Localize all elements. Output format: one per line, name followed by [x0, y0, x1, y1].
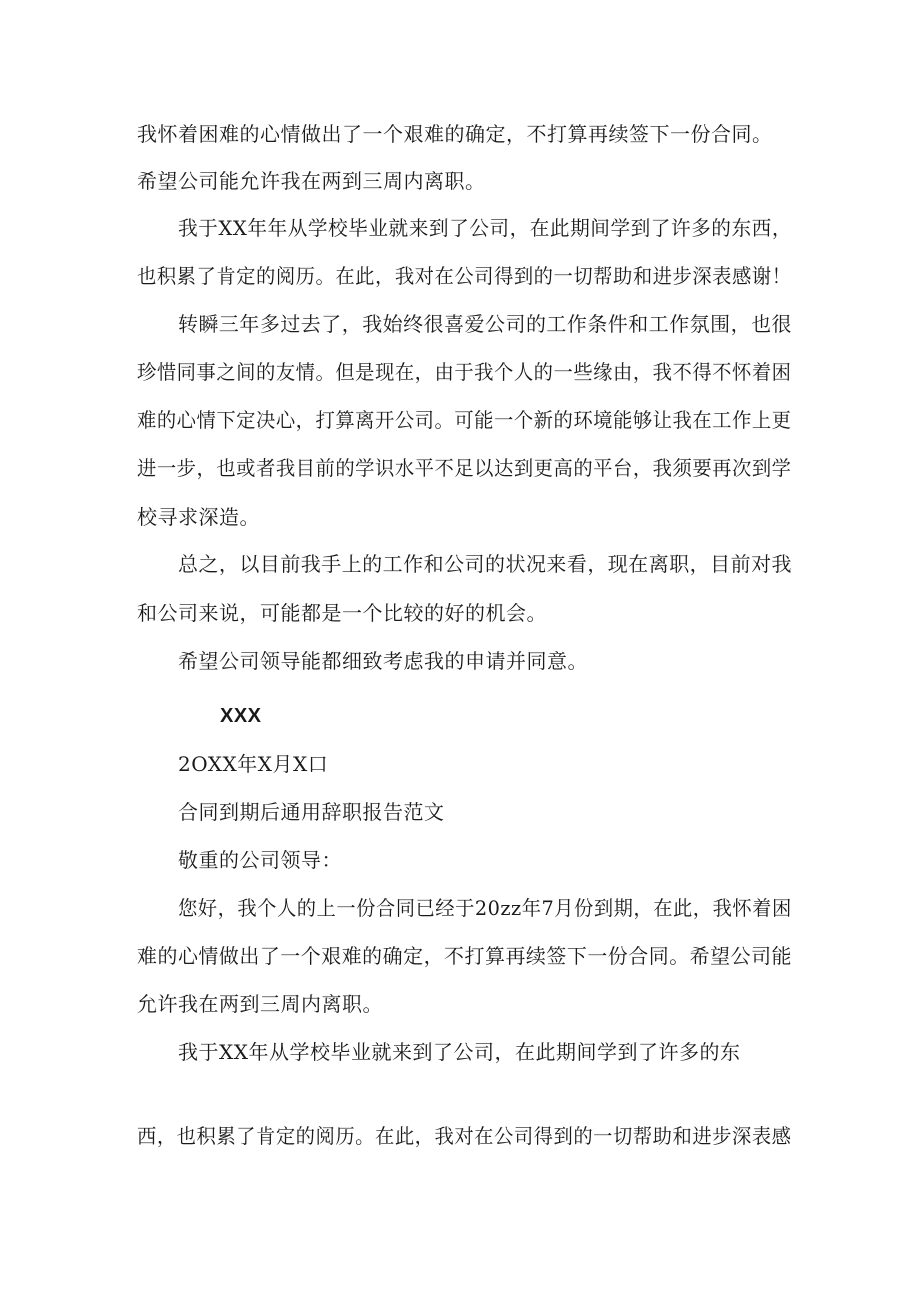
- paragraph-line: 和公司来说，可能都是一个比较的好的机会。: [137, 601, 547, 625]
- paragraph-line: 您好，我个人的上一份合同已经于20zz年7月份到期，在此，我怀着困: [178, 896, 792, 920]
- salutation: 敬重的公司领导：: [178, 848, 342, 872]
- signature-name: XXX: [220, 705, 262, 727]
- paragraph-line: 我于XX年年从学校毕业就来到了公司，在此期间学到了许多的东西，: [178, 216, 793, 240]
- paragraph-line: 希望公司能允许我在两到三周内离职。: [137, 169, 486, 193]
- paragraph-line: 进一步，也或者我目前的学识水平不足以达到更高的平台，我须要再次到学: [137, 456, 792, 480]
- paragraph-line: 西，也积累了肯定的阅历。在此，我对在公司得到的一切帮助和进步深表感: [137, 1124, 792, 1148]
- paragraph-line: 难的心情做出了一个艰难的确定，不打算再续签下一份合同。希望公司能: [137, 944, 793, 968]
- paragraph-line: 转瞬三年多过去了，我始终很喜爱公司的工作条件和工作氛围，也很: [178, 312, 793, 336]
- paragraph-line: 校寻求深造。: [137, 505, 260, 529]
- signature-date: 2OXX年X月X口: [178, 752, 329, 776]
- paragraph-line: 也积累了肯定的阅历。在此，我对在公司得到的一切帮助和进步深表感谢！: [137, 264, 792, 288]
- document-title: 合同到期后通用辞职报告范文: [178, 800, 445, 824]
- paragraph-line: 珍惜同事之间的友情。但是现在，由于我个人的一些缘由，我不得不怀着困: [137, 360, 792, 384]
- paragraph-line: 允许我在两到三周内离职。: [137, 992, 383, 1016]
- paragraph-line: 我怀着困难的心情做出了一个艰难的确定，不打算再续签下一份合同。: [137, 122, 773, 146]
- paragraph-line: 总之，以目前我手上的工作和公司的状况来看，现在离职，目前对我: [178, 552, 793, 576]
- paragraph-line: 希望公司领导能都细致考虑我的申请并同意。: [178, 649, 588, 673]
- paragraph-line: 我于XX年从学校毕业就来到了公司，在此期间学到了许多的东: [178, 1040, 741, 1064]
- paragraph-line: 难的心情下定决心，打算离开公司。可能一个新的环境能够让我在工作上更: [137, 408, 792, 432]
